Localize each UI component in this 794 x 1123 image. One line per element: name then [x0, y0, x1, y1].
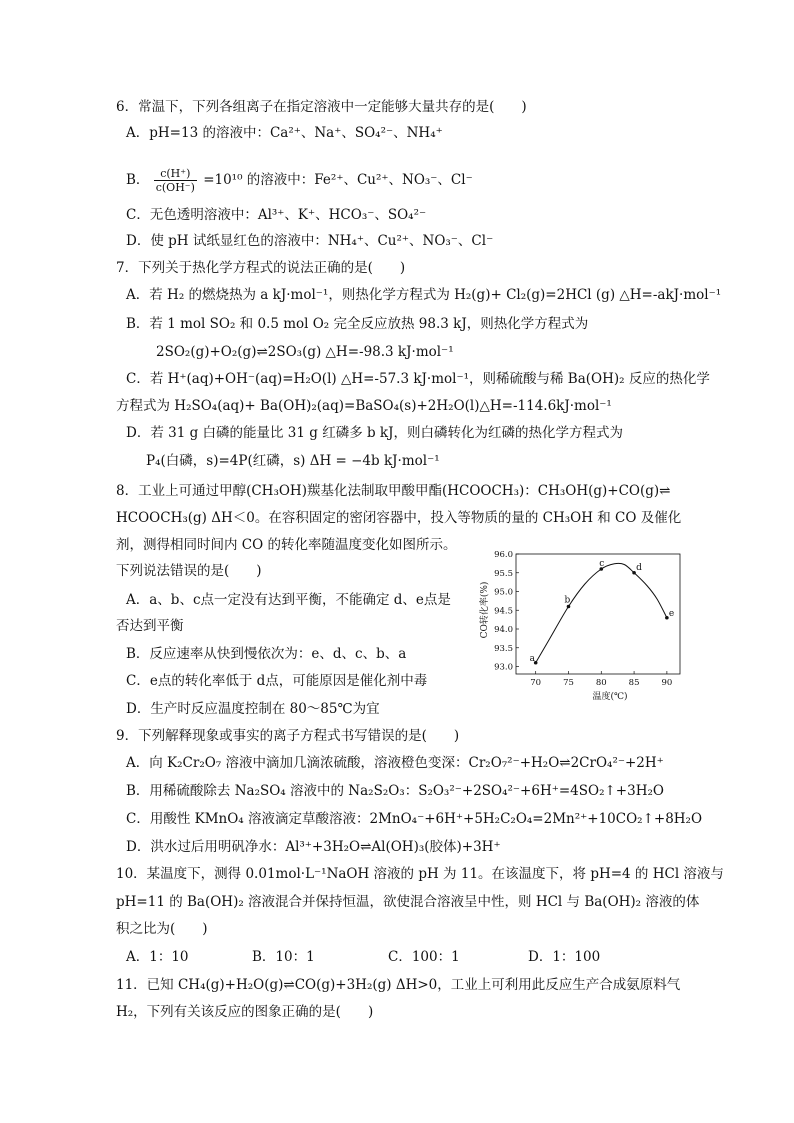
- chart-points: [530, 559, 675, 665]
- x-tick-label: 75: [563, 678, 574, 688]
- q9-option-d: D．洪水过后用明矾净水：Al³⁺+3H₂O⇌Al(OH)₃(胶体)+3H⁺: [126, 839, 501, 855]
- q7-option-c-line1: C．若 H⁺(aq)+OH⁻(aq)=H₂O(l) △H=-57.3 kJ·mol⁻¹，则稀硫酸与稀 Ba(OH)₂ 反应的热化学: [126, 371, 710, 387]
- q8-option-b: B．反应速率从快到慢依次为：e、d、c、b、a: [126, 646, 407, 662]
- q6-b-fraction: [154, 167, 197, 194]
- data-point-label-a: a: [529, 653, 536, 664]
- y-tick-label: 95.0: [494, 587, 513, 598]
- q6-option-c: C．无色透明溶液中：Al³⁺、K⁺、HCO₃⁻、SO₄²⁻: [126, 207, 427, 223]
- q6-option-d: D．使 pH 试纸显红色的溶液中：NH₄⁺、Cu²⁺、NO₃⁻、Cl⁻: [126, 233, 494, 249]
- q11-line1: 11．已知 CH₄(g)+H₂O(g)⇌CO(g)+3H₂(g) ΔH>0，工业上可利用此反应生产合成氨原料气: [116, 977, 681, 993]
- q8-line1: 8．工业上可通过甲醇(CH₃OH)羰基化法制取甲酸甲酯(HCOOCH₃)：CH₃OH(g)+CO(g)⇌: [116, 483, 671, 499]
- x-tick-label: 70: [530, 678, 542, 688]
- q6-b-numerator: c(H⁺): [154, 167, 197, 181]
- q6-option-b-prefix: B．: [126, 172, 150, 188]
- q6-option-b: [126, 164, 473, 196]
- q9-option-b: B．用稀硫酸除去 Na₂SO₄ 溶液中的 Na₂S₂O₃：S₂O₃²⁻+2SO₄²⁻+6H⁺=4SO₂↑+3H₂O: [126, 783, 664, 799]
- q10-line3: 积之比为( ): [116, 921, 208, 937]
- q7-option-b-line1: B．若 1 mol SO₂ 和 0.5 mol O₂ 完全反应放热 98.3 kJ，则热化学方程式为: [126, 316, 589, 332]
- q11-line2: H₂，下列有关该反应的图象正确的是( ): [116, 1004, 374, 1020]
- q7-option-c-line2: 方程式为 H₂SO₄(aq)+ Ba(OH)₂(aq)=BaSO₄(s)+2H₂O(l)△H=-114.6kJ·mol⁻¹: [116, 398, 612, 414]
- q6-stem: 6．常温下，下列各组离子在指定溶液中一定能够大量共存的是( ): [116, 99, 527, 115]
- q6-option-b-rest: =10¹⁰ 的溶液中：Fe²⁺、Cu²⁺、NO₃⁻、Cl⁻: [203, 172, 473, 188]
- q8-option-c: C．e点的转化率低于 d点，可能原因是催化剂中毒: [126, 673, 428, 689]
- y-tick-label: 96.0: [494, 550, 513, 560]
- q7-option-d-line1: D．若 31 g 白磷的能量比 31 g 红磷多 b kJ，则白磷转化为红磷的热化学方程式为: [126, 425, 624, 441]
- chart-xlabel: 温度(℃): [592, 692, 628, 702]
- chart-curve: [536, 563, 667, 662]
- q8-stem: 下列说法错误的是( ): [116, 563, 262, 579]
- data-point-label-b: b: [564, 595, 571, 606]
- y-tick-label: 94.0: [494, 625, 513, 635]
- chart-ticks: [494, 550, 675, 688]
- q10-option-d: D．1：100: [528, 949, 601, 965]
- y-tick-label: 93.5: [494, 643, 513, 654]
- data-point-label-c: c: [599, 559, 605, 569]
- q7-stem: 7．下列关于热化学方程式的说法正确的是( ): [116, 260, 406, 276]
- q8-option-a-line2: 否达到平衡: [116, 618, 184, 634]
- q10-option-a: A．1：10: [126, 949, 189, 965]
- q9-option-c: C．用酸性 KMnO₄ 溶液滴定草酸溶液：2MnO₄⁻+6H⁺+5H₂C₂O₄=2Mn²⁺+10CO₂↑+8H₂O: [126, 811, 703, 827]
- x-tick-label: 85: [628, 678, 640, 688]
- data-point-label-d: d: [636, 562, 642, 573]
- q8-option-d: D．生产时反应温度控制在 80～85℃为宜: [126, 701, 380, 717]
- q7-option-b-line2: 2SO₂(g)+O₂(g)⇌2SO₃(g) △H=-98.3 kJ·mol⁻¹: [156, 344, 454, 360]
- q10-line1: 10．某温度下，测得 0.01mol·L⁻¹NaOH 溶液的 pH 为 11。在该温度下，将 pH=4 的 HCl 溶液与: [116, 866, 724, 882]
- q9-option-a: A．向 K₂Cr₂O₇ 溶液中滴加几滴浓硫酸，溶液橙色变深：Cr₂O₇²⁻+H₂O⇌2CrO₄²⁻+2H⁺: [126, 755, 664, 771]
- q6-option-a: A．pH=13 的溶液中：Ca²⁺、Na⁺、SO₄²⁻、NH₄⁺: [126, 125, 443, 141]
- q7-option-d-line2: P₄(白磷，s)=4P(红磷，s) ΔH = −4b kJ·mol⁻¹: [146, 453, 440, 469]
- x-tick-label: 80: [595, 678, 607, 688]
- chart-ylabel: CO转化率(%): [480, 581, 490, 639]
- q8-line3: 剂，测得相同时间内 CO 的转化率随温度变化如图所示。: [116, 537, 457, 553]
- q8-option-a-line1: A．a、b、c点一定没有达到平衡，不能确定 d、e点是: [126, 592, 451, 608]
- co-conversion-curve: [536, 563, 667, 662]
- y-tick-label: 93.0: [494, 662, 513, 673]
- q6-b-denominator: c(OH⁻): [155, 181, 195, 194]
- q10-option-b: B．10：1: [252, 949, 315, 965]
- q8-line2: HCOOCH₃(g) ΔH＜0。在容积固定的密闭容器中，投入等物质的量的 CH₃OH 和 CO 及催化: [116, 510, 682, 526]
- q10-option-c: C．100：1: [388, 949, 460, 965]
- q7-option-a: A．若 H₂ 的燃烧热为 a kJ·mol⁻¹，则热化学方程式为 H₂(g)+ Cl₂(g)=2HCl (g) △H=-akJ·mol⁻¹: [126, 287, 722, 303]
- data-point-label-e: e: [668, 608, 675, 619]
- y-tick-label: 95.5: [494, 568, 513, 579]
- q9-stem: 9．下列解释现象或事实的离子方程式书写错误的是( ): [116, 728, 460, 744]
- y-tick-label: 94.5: [494, 606, 513, 617]
- co-conversion-chart: [474, 546, 690, 702]
- q10-line2: pH=11 的 Ba(OH)₂ 溶液混合并保持恒温，欲使混合溶液呈中性，则 HCl 与 Ba(OH)₂ 溶液的体: [116, 894, 700, 910]
- x-tick-label: 90: [661, 678, 673, 688]
